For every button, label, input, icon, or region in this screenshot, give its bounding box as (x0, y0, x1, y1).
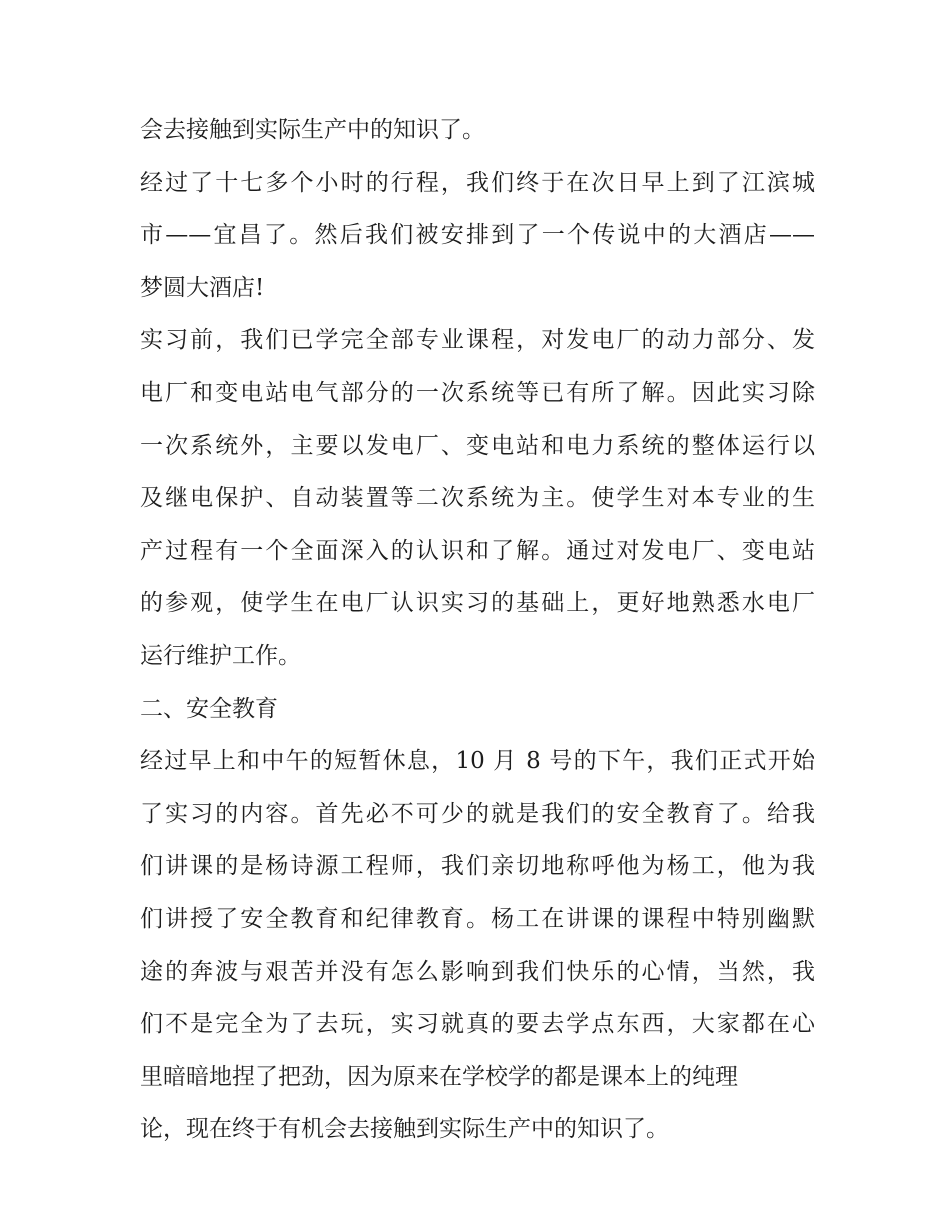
text-line: 的参观，使学生在电厂认识实习的基础上，更好地熟悉水电厂 (140, 590, 815, 617)
text-line: 经过早上和中午的短暂休息，10 月 8 号的下午，我们正式开始 (140, 748, 815, 775)
text-line: 经过了十七多个小时的行程，我们终于在次日早上到了江滨城 (140, 169, 815, 196)
text-line: 会去接触到实际生产中的知识了。 (140, 117, 485, 143)
text-line: 一次系统外，主要以发电厂、变电站和电力系统的整体运行以 (140, 432, 815, 459)
text-line: 市——宜昌了。然后我们被安排到了一个传说中的大酒店—— (140, 222, 815, 249)
text-line: 途的奔波与艰苦并没有怎么影响到我们快乐的心情，当然，我 (140, 958, 815, 985)
text-line: 们讲课的是杨诗源工程师，我们亲切地称呼他为杨工，他为我 (140, 853, 815, 880)
text-line: 了实习的内容。首先必不可少的就是我们的安全教育了。给我 (140, 800, 815, 827)
section-heading: 二、安全教育 (140, 695, 278, 722)
text-line: 及继电保护、自动装置等二次系统为主。使学生对本专业的生 (140, 485, 815, 512)
text-line: 里暗暗地捏了把劲，因为原来在学校学的都是课本上的纯理 (140, 1063, 738, 1090)
text-line: 运行维护工作。 (140, 642, 301, 669)
text-line: 电厂和变电站电气部分的一次系统等已有所了解。因此实习除 (140, 379, 815, 406)
text-line: 产过程有一个全面深入的认识和了解。通过对发电厂、变电站 (140, 537, 815, 564)
text-line: 梦圆大酒店! (140, 274, 265, 301)
text-line: 实习前，我们已学完全部专业课程，对发电厂的动力部分、发 (140, 327, 815, 354)
document-body (140, 104, 815, 1156)
text-line: 们讲授了安全教育和纪律教育。杨工在讲课的课程中特别幽默 (140, 905, 815, 932)
text-line: 们不是完全为了去玩，实习就真的要去学点东西，大家都在心 (140, 1011, 815, 1038)
text-line: 论，现在终于有机会去接触到实际生产中的知识了。 (140, 1116, 669, 1143)
